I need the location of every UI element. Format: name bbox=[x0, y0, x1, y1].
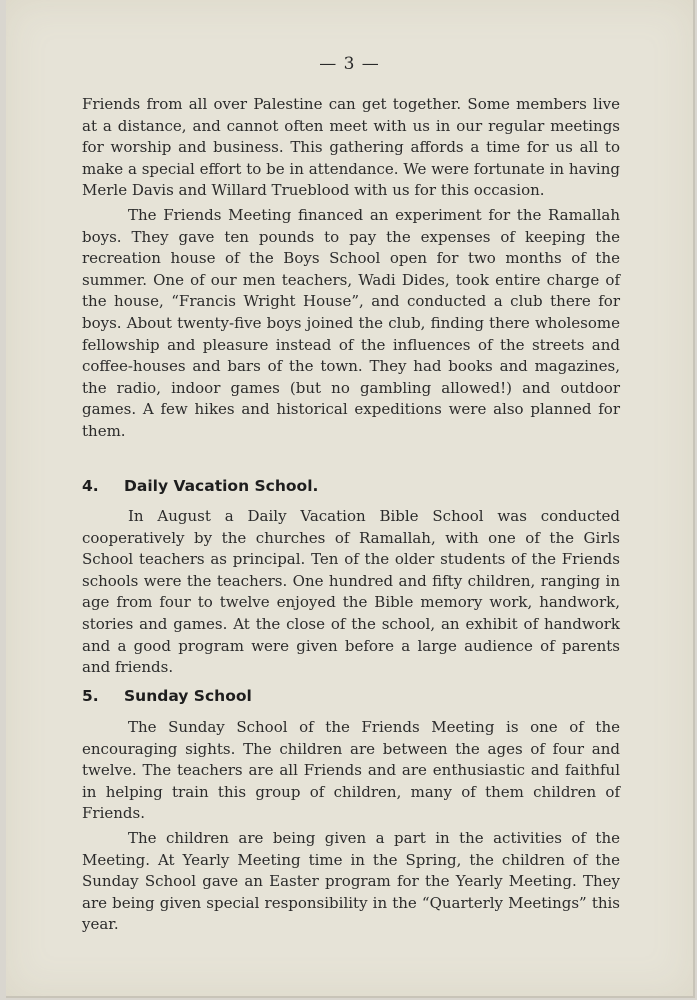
document-page bbox=[6, 0, 695, 998]
section-heading bbox=[82, 687, 620, 705]
section-number: 4. bbox=[82, 477, 99, 495]
paragraph: The Friends Meeting financed an experiment for the Ramallah boys. They gave ten pounds to pay the expenses of keeping the recreation house of the Boys School open for two months of the summer. One of our men teachers, Wadi Dides, took entire charge of the house, “Francis Wright House”, and conducted a club there for boys. About twenty-five boys joined the club, finding there wholesome fellowship and pleasure instead of the influences of the streets and coffee-houses and bars of the town. They had books and magazines, the radio, indoor games (but no gambling allowed!) and outdoor games. A few hikes and historical expeditions were also planned for them. bbox=[82, 205, 620, 440]
section-heading bbox=[82, 477, 620, 495]
section-title: Sunday School bbox=[124, 687, 252, 705]
section-4-body bbox=[82, 506, 620, 679]
paragraph: The children are being given a part in the activities of the Meeting. At Yearly Meeting time in the Spring, the children of the Sunday School gave an Easter program for the Yearly Meeting. They are being given special responsibility in the “Quarterly Meetings” this year. bbox=[82, 828, 620, 934]
paragraph: In August a Daily Vacation Bible School was conducted cooperatively by the churches of Ramallah, with one of the Girls School teachers as principal. Ten of the older students of the Friends schools were the teachers. One hundred and fifty children, ranging in age from four to twelve enjoyed the Bible memory work, handwork, stories and games. At the close of the school, an exhibit of handwork and a good program were given before a large audience of parents and friends. bbox=[82, 507, 620, 677]
paragraph: The Sunday School of the Friends Meeting is one of the encouraging sights. The children are between the ages of four and twelve. The teachers are all Friends and are enthusiastic and faithful in helping train this group of children, many of them children of Friends. bbox=[82, 718, 620, 823]
section-number: 5. bbox=[82, 687, 99, 705]
section-5-body bbox=[82, 717, 620, 936]
intro-section bbox=[82, 94, 620, 443]
section-title: Daily Vacation School. bbox=[124, 477, 319, 495]
paragraph: Friends from all over Palestine can get together. Some members live at a distance, and cannot often meet with us in our regular meetings for worship and business. This gathering affords a time for us all to make a special effort to be in attendance. We were fortunate in having Merle Davis and Willard Trueblood with us for this occasion. bbox=[82, 95, 620, 200]
page-number: — 3 — bbox=[319, 54, 380, 74]
